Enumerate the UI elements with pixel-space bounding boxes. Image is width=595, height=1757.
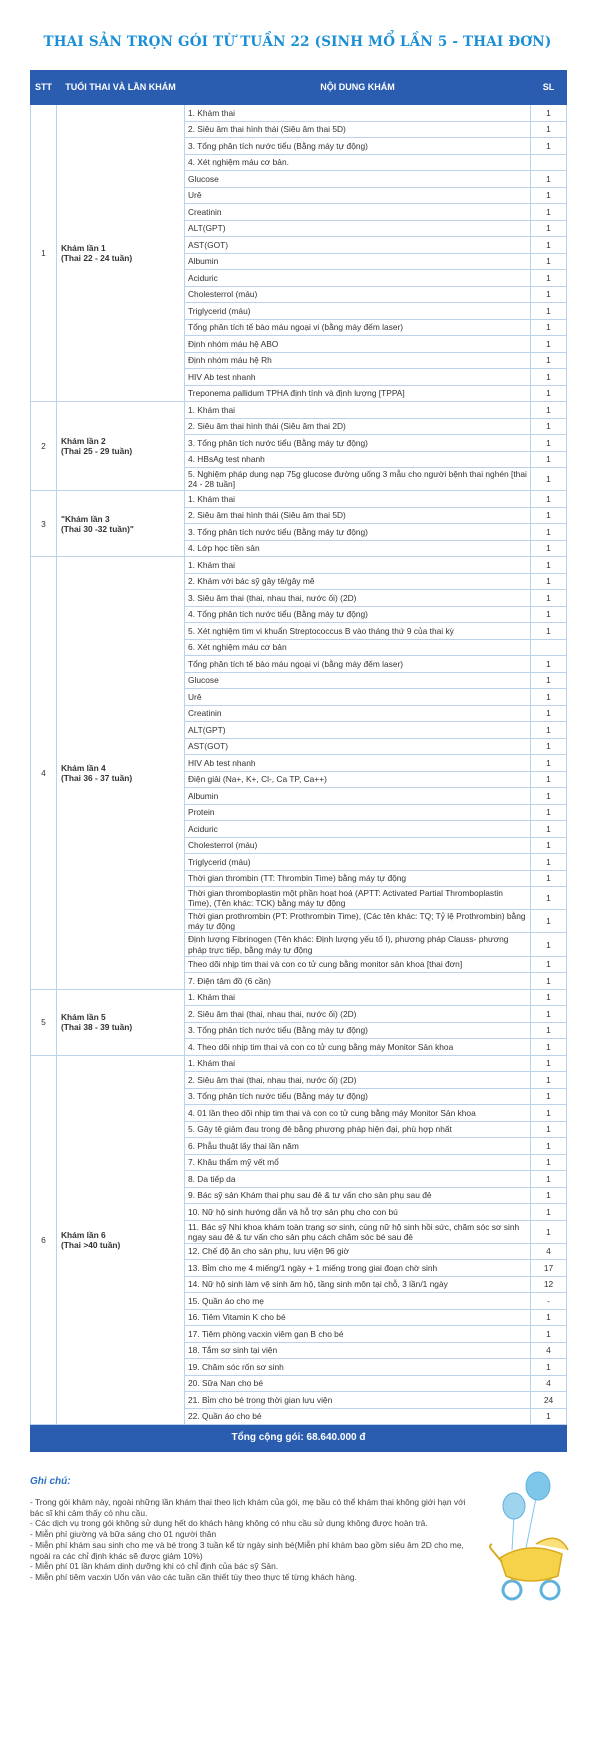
exam-item: 3. Tổng phân tích nước tiểu (Bằng máy tự động): [185, 1022, 531, 1039]
exam-qty: 1: [531, 933, 567, 956]
visit-cell: [57, 989, 185, 1055]
exam-item: AST(GOT): [185, 738, 531, 755]
exam-qty: 1: [531, 689, 567, 706]
exam-item: 9. Bác sỹ sản Khám thai phụ sau đẻ & tư vấn cho sản phụ sau đẻ: [185, 1187, 531, 1204]
table-row: [31, 402, 567, 419]
notes-section: [30, 1476, 470, 1583]
exam-item: 7. Khâu thẩm mỹ vết mổ: [185, 1154, 531, 1171]
exam-item: 2. Siêu âm thai (thai, nhau thai, nước ối) (2D): [185, 1072, 531, 1089]
exam-qty: 1: [531, 1022, 567, 1039]
table-header-row: [31, 71, 567, 105]
exam-qty: 1: [531, 771, 567, 788]
visit-cell: [57, 402, 185, 491]
exam-item: Điện giải (Na+, K+, Cl-, Ca TP, Ca++): [185, 771, 531, 788]
visit-weeks: (Thai >40 tuần): [61, 1239, 121, 1250]
exam-qty: 1: [531, 1072, 567, 1089]
exam-qty: 1: [531, 352, 567, 369]
table-row: [31, 1055, 567, 1072]
exam-qty: [531, 154, 567, 171]
exam-qty: 1: [531, 870, 567, 887]
exam-qty: 1: [531, 672, 567, 689]
exam-qty: 1: [531, 956, 567, 973]
visit-label: Khám lần 1: [61, 242, 106, 253]
exam-qty: 1: [531, 1055, 567, 1072]
exam-qty: 1: [531, 270, 567, 287]
exam-qty: 1: [531, 138, 567, 155]
exam-item: 1. Khám thai: [185, 557, 531, 574]
exam-qty: 1: [531, 303, 567, 320]
exam-item: 21. Bỉm cho bé trong thời gian lưu viện: [185, 1392, 531, 1409]
header-visit: TUỔI THAI VÀ LẦN KHÁM: [57, 71, 185, 105]
visit-weeks: (Thai 38 - 39 tuần): [61, 1022, 133, 1033]
exam-qty: 1: [531, 1187, 567, 1204]
exam-qty: 1: [531, 253, 567, 270]
exam-item: Triglycerid (máu): [185, 854, 531, 871]
exam-item: Glucose: [185, 672, 531, 689]
exam-qty: 1: [531, 989, 567, 1006]
exam-qty: 1: [531, 1408, 567, 1425]
exam-item: 15. Quần áo cho mẹ: [185, 1293, 531, 1310]
header-qty: SL: [531, 71, 567, 105]
visit-weeks: (Thai 36 - 37 tuần): [61, 772, 133, 783]
table-row: [31, 491, 567, 508]
exam-qty: 1: [531, 910, 567, 933]
exam-item: Cholesterrol (máu): [185, 837, 531, 854]
exam-item: 3. Tổng phân tích nước tiểu (Bằng máy tự động): [185, 1088, 531, 1105]
exam-qty: 1: [531, 1121, 567, 1138]
exam-item: 2. Siêu âm thai hình thái (Siêu âm thai 5D): [185, 507, 531, 524]
exam-qty: 1: [531, 1154, 567, 1171]
note-line: - Trong gói khám này, ngoài những lần khám thai theo lịch khám của gói, mẹ bầu có thể khám thai không giới hạn với bác sĩ khi cảm thấy có nhu cầu.: [30, 1496, 466, 1518]
exam-qty: 1: [531, 105, 567, 122]
visit-cell: [57, 1055, 185, 1425]
exam-item: 3. Tổng phân tích nước tiểu (Bằng máy tự động): [185, 524, 531, 541]
exam-item: 4. Xét nghiệm máu cơ bản.: [185, 154, 531, 171]
exam-item: Tổng phân tích tế bào máu ngoại vi (bằng máy đếm laser): [185, 656, 531, 673]
exam-item: Định nhóm máu hệ ABO: [185, 336, 531, 353]
exam-qty: 4: [531, 1375, 567, 1392]
exam-qty: 1: [531, 656, 567, 673]
package-table: [30, 70, 567, 1452]
exam-qty: 1: [531, 854, 567, 871]
exam-qty: 1: [531, 418, 567, 435]
exam-item: 4. Theo dõi nhịp tim thai và con co tử cung bằng máy Monitor Sản khoa: [185, 1039, 531, 1056]
exam-item: Protein: [185, 804, 531, 821]
exam-qty: -: [531, 1293, 567, 1310]
exam-item: 7. Điện tâm đồ (6 cần): [185, 973, 531, 990]
exam-item: 1. Khám thai: [185, 402, 531, 419]
exam-qty: 1: [531, 507, 567, 524]
total-row: [31, 1425, 567, 1452]
exam-qty: 1: [531, 887, 567, 910]
exam-item: Theo dõi nhịp tim thai và con co tử cung bằng monitor sản khoa [thai đơn]: [185, 956, 531, 973]
exam-item: 2. Khám với bác sỹ gây tê/gây mê: [185, 573, 531, 590]
exam-item: Thời gian thromboplastin một phần hoạt hoá (APTT: Activated Partial Thromboplastin Time), (Tên khác: TCK) bằng máy tự động: [185, 887, 531, 910]
exam-qty: 1: [531, 623, 567, 640]
total-price: Tổng cộng gói: 68.640.000 đ: [31, 1425, 567, 1452]
exam-qty: 1: [531, 788, 567, 805]
exam-qty: 4: [531, 1243, 567, 1260]
exam-qty: 1: [531, 1138, 567, 1155]
exam-item: 22. Quần áo cho bé: [185, 1408, 531, 1425]
exam-qty: 1: [531, 1359, 567, 1376]
exam-item: 10. Nữ hộ sinh hướng dẫn và hỗ trợ sản phụ cho con bú: [185, 1204, 531, 1221]
exam-item: Định lượng Fibrinogen (Tên khác: Định lượng yếu tố I), phương pháp Clauss- phương pháp trực tiếp, bằng máy tự động: [185, 933, 531, 956]
exam-item: 2. Siêu âm thai (thai, nhau thai, nước ối) (2D): [185, 1006, 531, 1023]
table-row: [31, 989, 567, 1006]
visit-label: "Khám lần 3: [61, 513, 110, 524]
exam-qty: 1: [531, 1220, 567, 1243]
exam-item: Creatinin: [185, 204, 531, 221]
exam-item: HIV Ab test nhanh: [185, 369, 531, 386]
header-content: NỘI DUNG KHÁM: [185, 71, 531, 105]
header-stt: STT: [31, 71, 57, 105]
exam-item: 11. Bác sỹ Nhi khoa khám toàn trạng sơ sinh, cùng nữ hộ sinh hồi sức, chăm sóc sơ sinh ngay sau đẻ & tư vấn cho sản phụ cách chăm sóc bé sau đẻ: [185, 1220, 531, 1243]
exam-qty: 1: [531, 837, 567, 854]
exam-qty: 1: [531, 385, 567, 402]
exam-item: 5. Nghiệm pháp dung nạp 75g glucose đường uống 3 mẫu cho người bệnh thai nghén [thai 24 - 28 tuần]: [185, 468, 531, 491]
exam-item: Glucose: [185, 171, 531, 188]
exam-item: 17. Tiêm phòng vacxin viêm gan B cho bé: [185, 1326, 531, 1343]
exam-item: Creatinin: [185, 705, 531, 722]
exam-qty: 1: [531, 705, 567, 722]
exam-qty: 1: [531, 171, 567, 188]
visit-cell: [57, 105, 185, 402]
exam-item: 3. Tổng phân tích nước tiểu (Bằng máy tự động): [185, 138, 531, 155]
exam-item: 2. Siêu âm thai hình thái (Siêu âm thai 2D): [185, 418, 531, 435]
exam-qty: 24: [531, 1392, 567, 1409]
row-stt: 4: [31, 557, 57, 989]
exam-qty: 1: [531, 1006, 567, 1023]
exam-item: 4. Lớp học tiền sản: [185, 540, 531, 557]
row-stt: 6: [31, 1055, 57, 1425]
exam-qty: [531, 639, 567, 656]
exam-qty: 1: [531, 590, 567, 607]
exam-item: 8. Da tiếp da: [185, 1171, 531, 1188]
exam-item: 5. Xét nghiệm tìm vi khuẩn Streptococcus B vào tháng thứ 9 của thai kỳ: [185, 623, 531, 640]
table-row: [31, 557, 567, 574]
exam-qty: 1: [531, 804, 567, 821]
exam-qty: 1: [531, 468, 567, 491]
exam-qty: 1: [531, 722, 567, 739]
exam-item: 16. Tiêm Vitamin K cho bé: [185, 1309, 531, 1326]
baby-stroller-balloons-icon: [478, 1458, 578, 1608]
table-body: [31, 105, 567, 1425]
exam-qty: 17: [531, 1260, 567, 1277]
visit-weeks: (Thai 30 -32 tuần)": [61, 523, 134, 534]
visit-weeks: (Thai 22 - 24 tuần): [61, 253, 133, 263]
exam-qty: 1: [531, 1204, 567, 1221]
exam-item: Treponema pallidum TPHA định tính và định lượng [TPPA]: [185, 385, 531, 402]
exam-qty: 1: [531, 1309, 567, 1326]
exam-item: Thời gian thrombin (TT: Thrombin Time) bằng máy tự động: [185, 870, 531, 887]
exam-qty: 1: [531, 738, 567, 755]
note-line: - Các dịch vụ trong gói không sử dụng hết do khách hàng không có nhu cầu sử dụng không được hoàn trả.: [30, 1518, 428, 1529]
exam-item: 12. Chế độ ăn cho sản phụ, lưu viện 96 giờ: [185, 1243, 531, 1260]
visit-label: Khám lần 2: [61, 436, 106, 446]
exam-qty: 1: [531, 606, 567, 623]
exam-qty: 12: [531, 1276, 567, 1293]
row-stt: 2: [31, 402, 57, 491]
exam-qty: 1: [531, 1171, 567, 1188]
exam-qty: 1: [531, 491, 567, 508]
page-title: THAI SẢN TRỌN GÓI TỪ TUẦN 22 (SINH MỔ LẦN 5 - THAI ĐƠN): [43, 34, 552, 50]
exam-item: Aciduric: [185, 821, 531, 838]
exam-qty: 1: [531, 451, 567, 468]
exam-item: 2. Siêu âm thai hình thái (Siêu âm thai 5D): [185, 121, 531, 138]
exam-qty: 1: [531, 557, 567, 574]
exam-item: AST(GOT): [185, 237, 531, 254]
row-stt: 5: [31, 989, 57, 1055]
exam-item: Triglycerid (máu): [185, 303, 531, 320]
exam-qty: 1: [531, 187, 567, 204]
exam-item: Cholesterrol (máu): [185, 286, 531, 303]
exam-item: Albumin: [185, 788, 531, 805]
exam-qty: 1: [531, 821, 567, 838]
exam-qty: 1: [531, 220, 567, 237]
exam-item: ALT(GPT): [185, 220, 531, 237]
exam-item: Aciduric: [185, 270, 531, 287]
visit-cell: [57, 557, 185, 989]
exam-item: 18. Tắm sơ sinh tại viện: [185, 1342, 531, 1359]
table-row: [31, 105, 567, 122]
exam-qty: 4: [531, 1342, 567, 1359]
visit-label: Khám lần 4: [61, 762, 106, 773]
note-line: - Miễn phí 01 lần khám dinh dưỡng khi có chỉ định của bác sỹ Sản.: [30, 1561, 279, 1572]
exam-qty: 1: [531, 1088, 567, 1105]
exam-item: 3. Siêu âm thai (thai, nhau thai, nước ối) (2D): [185, 590, 531, 607]
note-line: - Miễn phí khám sau sinh cho mẹ và bé trong 3 tuần kể từ ngày sinh bé(Miễn phí khám bao gồm siêu âm 2D cho mẹ, ngoài ra các chỉ định khác sẽ được giảm 10%): [30, 1539, 464, 1561]
exam-item: 1. Khám thai: [185, 105, 531, 122]
visit-label: Khám lần 5: [61, 1012, 106, 1023]
exam-item: 4. 01 lần theo dõi nhịp tim thai và con co tử cung bằng máy Monitor Sản khoa: [185, 1105, 531, 1122]
exam-item: Thời gian prothrombin (PT: Prothrombin Time), (Các tên khác: TQ; Tỷ lệ Prothrombin) bằng máy tự động: [185, 910, 531, 933]
exam-item: Tổng phân tích tế bào máu ngoại vi (bằng máy đếm laser): [185, 319, 531, 336]
notes-title: Ghi chú:: [30, 1476, 71, 1487]
exam-qty: 1: [531, 1326, 567, 1343]
exam-item: Định nhóm máu hệ Rh: [185, 352, 531, 369]
exam-item: 14. Nữ hộ sinh làm vệ sinh âm hộ, tầng sinh môn tại chỗ, 3 lần/1 ngày: [185, 1276, 531, 1293]
exam-qty: 1: [531, 540, 567, 557]
exam-qty: 1: [531, 1039, 567, 1056]
exam-item: 4. Tổng phân tích nước tiểu (Bằng máy tự động): [185, 606, 531, 623]
exam-item: Urê: [185, 689, 531, 706]
exam-qty: 1: [531, 1105, 567, 1122]
exam-qty: 1: [531, 319, 567, 336]
row-stt: 3: [31, 491, 57, 557]
visit-label: Khám lần 6: [61, 1229, 106, 1240]
note-line: - Miễn phí tiêm vacxin Uốn ván vào các tuần cần thiết tùy theo thực tế từng khách hàng.: [30, 1572, 357, 1583]
exam-item: Albumin: [185, 253, 531, 270]
exam-item: 20. Sữa Nan cho bé: [185, 1375, 531, 1392]
exam-qty: 1: [531, 369, 567, 386]
exam-item: 4. HBsAg test nhanh: [185, 451, 531, 468]
visit-weeks: (Thai 25 - 29 tuần): [61, 446, 133, 457]
exam-qty: 1: [531, 336, 567, 353]
exam-qty: 1: [531, 755, 567, 772]
exam-item: 1. Khám thai: [185, 491, 531, 508]
exam-qty: 1: [531, 573, 567, 590]
exam-qty: 1: [531, 121, 567, 138]
exam-item: ALT(GPT): [185, 722, 531, 739]
exam-qty: 1: [531, 524, 567, 541]
exam-item: HIV Ab test nhanh: [185, 755, 531, 772]
exam-item: 1. Khám thai: [185, 989, 531, 1006]
exam-item: Urê: [185, 187, 531, 204]
exam-qty: 1: [531, 237, 567, 254]
exam-qty: 1: [531, 435, 567, 452]
exam-qty: 1: [531, 402, 567, 419]
exam-item: 1. Khám thai: [185, 1055, 531, 1072]
exam-item: 3. Tổng phân tích nước tiểu (Bằng máy tự động): [185, 435, 531, 452]
note-line: - Miễn phí giường và bữa sáng cho 01 người thân: [30, 1529, 217, 1540]
row-stt: 1: [31, 105, 57, 402]
exam-qty: 1: [531, 973, 567, 990]
exam-qty: 1: [531, 204, 567, 221]
exam-item: 6. Phẫu thuật lấy thai lần năm: [185, 1138, 531, 1155]
visit-cell: [57, 491, 185, 557]
exam-item: 13. Bỉm cho mẹ 4 miếng/1 ngày + 1 miếng trong giai đoạn chờ sinh: [185, 1260, 531, 1277]
exam-item: 5. Gây tê giảm đau trong đẻ bằng phương pháp hiện đại, phù hợp nhất: [185, 1121, 531, 1138]
exam-qty: 1: [531, 286, 567, 303]
exam-item: 6. Xét nghiệm máu cơ bản: [185, 639, 531, 656]
exam-item: 19. Chăm sóc rốn sơ sinh: [185, 1359, 531, 1376]
